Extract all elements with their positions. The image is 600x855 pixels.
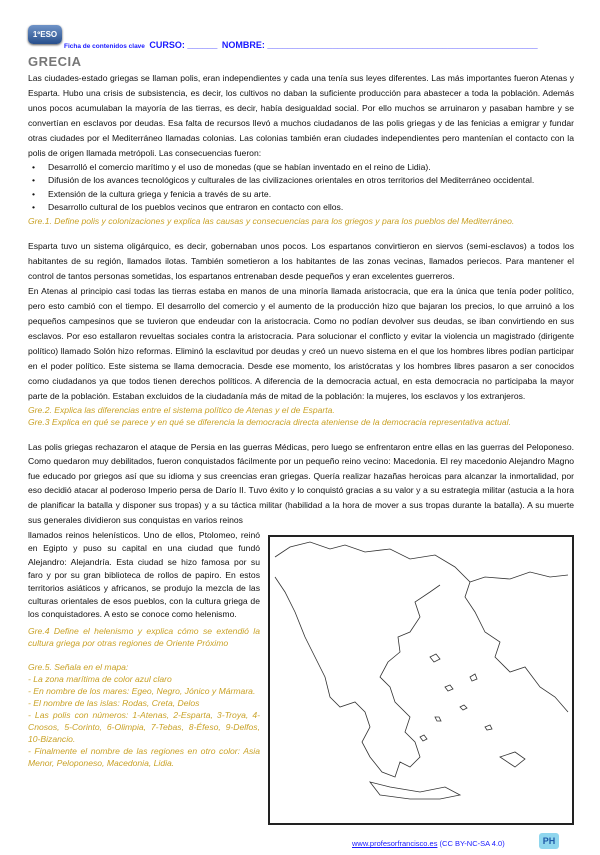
question-gre2: Gre.2. Explica las diferencias entre el sistema político de Atenas y el de Esparta. — [28, 404, 335, 415]
helenismo-row — [28, 529, 574, 825]
question-line: - Las polis con números: 1-Atenas, 2-Esparta, 3-Troya, 4-Cnosos, 5-Corinto, 6-Olimpia, 7-Tebas, 8-Éfeso, 9-Delfos, 10-Bizancio. — [28, 709, 260, 744]
section-esparta-atenas — [28, 239, 574, 428]
question-gre5 — [28, 661, 260, 769]
question-line: Gre.5. Señala en el mapa: — [28, 661, 129, 672]
author-badge: PH — [539, 833, 559, 849]
paragraph-polis: Las ciudades-estado griegas se llaman polis, eran independientes y cada una tenía sus leyes diferentes. Las más importantes fueron Atenas y Esparta. Hubo una crisis de subsistencia, es decir, los cultivos no daban la suficiente producción para abastecer a toda la población. Además unos pocos acumulaban la mayoría de las tierras, es decir, había desigualdad social. Por ello muchos se arruinaron y pasaban hambre y se convertían en esclavos por deudas. Esa falta de recursos llevó a muchos ciudadanos de las polis griegas y de las fenicias a emigrar y fundar otras ciudades por el Mediterráneo llamadas colonias. Las colonias también eran ciudades independientes pero mantenían el contacto con la polis de origen llamada metrópoli. Las consecuencias fueron: — [28, 73, 574, 158]
paragraph-helenismo: llamados reinos helenísticos. Uno de ellos, Ptolomeo, reinó en Egipto y puso su capital en una ciudad que fundó Alejandro: Alejandría. Esta ciudad se hizo famosa por su faro y por su gran biblioteca de rollos de papiro. En estos territorios asiáticos y africanos, se produjo la mezcla de las culturas orientales de esos pueblos, con la cultura griega de los conquistadores. A esto se conoce como helenismo. — [28, 530, 260, 620]
question-gre3: Gre.3 Explica en qué se parece y en qué se diferencia la democracia directa ateniense de la democracia representativa actual. — [28, 416, 511, 427]
worksheet-header — [64, 38, 538, 53]
footer — [352, 839, 505, 848]
nombre-field[interactable]: NOMBRE: ______________________________________________________ — [221, 40, 538, 50]
question-line: - Finalmente el nombre de las regiones en otro color: Asia Menor, Peloponeso, Macedonia, Lidia. — [28, 745, 260, 768]
subtitle: Ficha de contenidos clave — [64, 43, 145, 50]
paragraph-esparta: Esparta tuvo un sistema oligárquico, es decir, gobernaban unos pocos. Los espartanos convirtieron en siervos (semi-esclavos) a todos los habitantes de su región, llamados ilotas. También sometieron a los habitantes de las zonas vecinas, llamados periecos. Para mantener el control de tantos personas sometidas, los espartanos entrenaban desde pequeños y eran excelentes guerreros. — [28, 240, 574, 281]
question-line: - En nombre de los mares: Egeo, Negro, Jónico y Mármara. — [28, 685, 256, 696]
question-line: - El nombre de las islas: Rodas, Creta, Delos — [28, 697, 200, 708]
paragraph-atenas: En Atenas al principio casi todas las tierras estaba en manos de una minoría llamada aristocracia, que era la única que tenía poder político, pero esto cambió con el tiempo. El desarrollo del comercio y el aumento de la producción hizo que bajaran los precios, lo que arruinó a los pequeños campesinos que se tuvieron que endeudar con la aristocracia. Como no podían devolver sus deudas, se iban convirtiendo en sus esclavos. Por eso estallaron revueltas sociales contra la aristocracia. Para solucionar el conflicto y evitar la violencia un magistrado (dirigente político) llamado Solón hizo reformas. Eliminó la esclavitud por deudas y creó un nuevo sistema en el que los hombres libres podían participar en el poder político. Este sistema se llama democracia. Desde ese momento, los aristócratas y los hombres libres pasaron a ser conocidos como ciudadanos ya que todos tienen derechos políticos. A diferencia de la democracia actual, en esta democracia no participaba la mayor parte de la población. Estaban excluidos de la ciudadanía más de mitad de la población: la mujeres, los esclavos y los extranjeros. — [28, 285, 574, 401]
page-title: GRECIA — [28, 54, 82, 69]
curso-field[interactable]: CURSO: ______ — [149, 40, 218, 50]
footer-area — [28, 833, 574, 855]
question-line: - La zona marítima de color azul claro — [28, 673, 172, 684]
paragraph-macedonia: Las polis griegas rechazaron el ataque de Persia en las guerras Médicas, pero luego se enfrentaron entre ellas en las guerras del Peloponeso. Como quedaron muy debilitados, fueron conquistados fácilmente por un pequeño reino vecino: Macedonia. El rey macedonio Alejandro Magno fue educado por griegos así que su idioma y sus creencias eran griegas. Quería realizar hazañas heroicas para alcanzar la inmortalidad, por eso decidió atacar al poderoso Imperio persa de Darío II. Tuvo éxito y lo conquistó gracias a su valor y a su estrategia militar (astucia a la hora de planificar la batalla y disponer sus tropas) y a su táctica militar (habilidad a la hora de mover a sus tropas durante la batalla). A su muerte sus generales dividieron sus conquistas en varios reinos — [28, 441, 574, 525]
consequences-list — [28, 161, 574, 215]
website-link[interactable]: www.profesorfrancisco.es — [352, 839, 438, 849]
question-gre1: Gre.1. Define polis y colonizaciones y explica las causas y consecuencias para los griegos y para los pueblos del Mediterráneo. — [28, 215, 515, 226]
list-item: • Desarrollo cultural de los pueblos vecinos que entraron en contacto con ellos. — [28, 201, 574, 214]
list-item: • Difusión de los avances tecnológicos y culturales de las civilizaciones orientales en otros territorios del Mediterráneo occidental. — [28, 174, 574, 187]
section-helenismo-column — [28, 529, 260, 768]
page-content — [28, 54, 574, 855]
license-text: (CC BY-NC-SA 4.0) — [439, 839, 505, 849]
course-logo: 1ºESO — [28, 25, 62, 44]
list-item: • Extensión de la cultura griega y fenicia a través de su arte. — [28, 188, 574, 201]
greece-blank-map — [268, 535, 574, 825]
section-polis — [28, 71, 574, 227]
section-helenismo — [28, 440, 574, 528]
list-item: • Desarrolló el comercio marítimo y el uso de monedas (que se habían inventado en el reino de Lidia). — [28, 161, 574, 174]
question-gre4: Gre.4 Define el helenismo y explica cómo se extendió la cultura griega por otras regiones de Oriente Próximo — [28, 625, 260, 648]
